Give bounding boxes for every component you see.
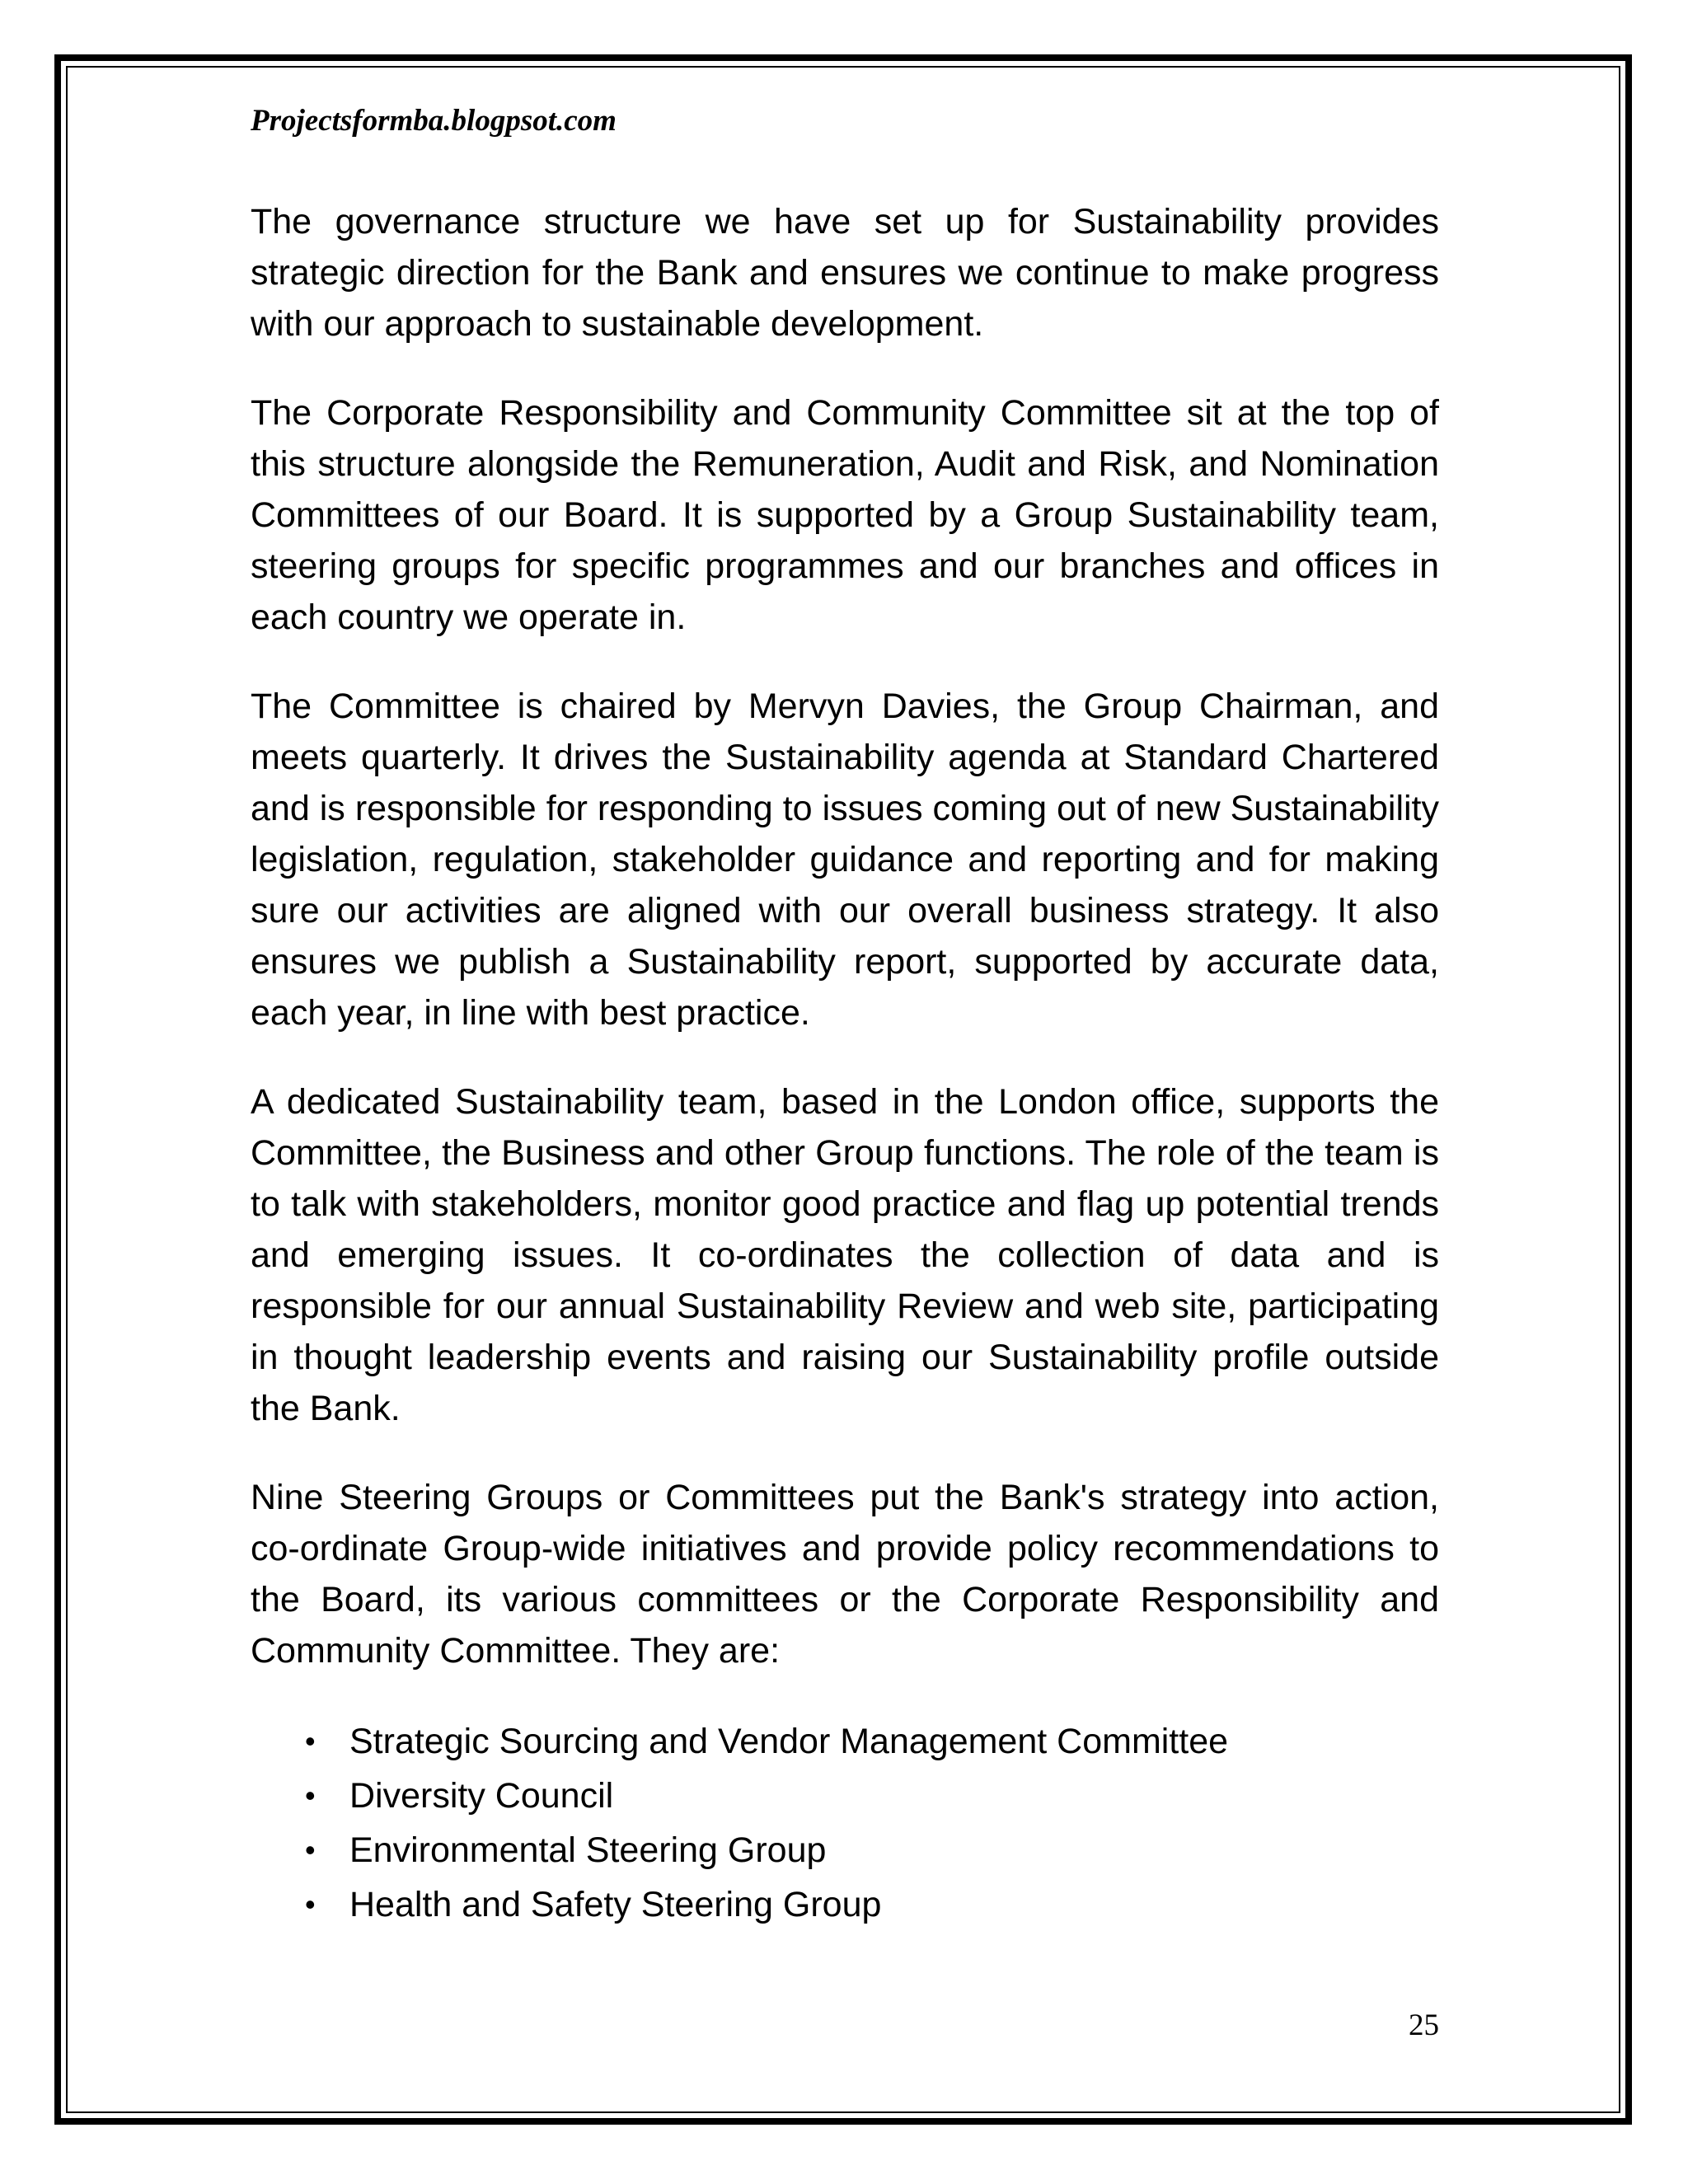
list-item (251, 1823, 1439, 1877)
bullet-icon: • (305, 1833, 316, 1867)
steering-groups-list (251, 1714, 1439, 1932)
list-item-text: Environmental Steering Group (349, 1830, 827, 1870)
header-site-name: Projectsformba.blogpsot.com (251, 104, 617, 138)
page-number: 25 (1409, 2008, 1439, 2042)
list-item-text: Health and Safety Steering Group (349, 1885, 882, 1924)
bullet-icon: • (305, 1779, 316, 1812)
list-item (251, 1877, 1439, 1932)
list-item (251, 1714, 1439, 1769)
list-item-text: Strategic Sourcing and Vendor Management Committee (349, 1722, 1229, 1761)
paragraph-sustainability-team: A dedicated Sustainability team, based in the London office, supports the Committee, the Business and other Group functions. The role of the team is to talk with stakeholders, monitor good practice and flag up potential trends and emerging issues. It co-ordinates the collection of data and is responsible for our annual Sustainability Review and web site, participating in thought leadership events and raising our Sustainability profile outside the Bank. (251, 1082, 1439, 1428)
paragraph-governance: The governance structure we have set up for Sustainability provides strategic direction for the Bank and ensures we continue to make progress with our approach to sustainable development. (251, 202, 1439, 344)
paragraph-steering-groups: Nine Steering Groups or Committees put the Bank's strategy into action, co-ordinate Group-wide initiatives and provide policy recommendations to the Board, its various committees or the Corporate Responsibility and Community Committee. They are: (251, 1478, 1439, 1671)
paragraph-committee-structure: The Corporate Responsibility and Community Committee sit at the top of this structure alongside the Remuneration, Audit and Risk, and Nomination Committees of our Board. It is supported by a Group Sustainability team, steering groups for specific programmes and our branches and offices in each country we operate in. (251, 393, 1439, 637)
bullet-icon: • (305, 1887, 316, 1921)
paragraph-committee-chair: The Committee is chaired by Mervyn Davies, the Group Chairman, and meets quarterly. It drives the Sustainability agenda at Standard Chartered and is responsible for responding to issues coming out of new Sustainability legislation, regulation, stakeholder guidance and reporting and for making sure our activities are aligned with our overall business strategy. It also ensures we publish a Sustainability report, supported by accurate data, each year, in line with best practice. (251, 687, 1439, 1033)
list-item (251, 1769, 1439, 1823)
bullet-icon: • (305, 1724, 316, 1758)
list-item-text: Diversity Council (349, 1776, 614, 1816)
document-body (251, 196, 1439, 1932)
